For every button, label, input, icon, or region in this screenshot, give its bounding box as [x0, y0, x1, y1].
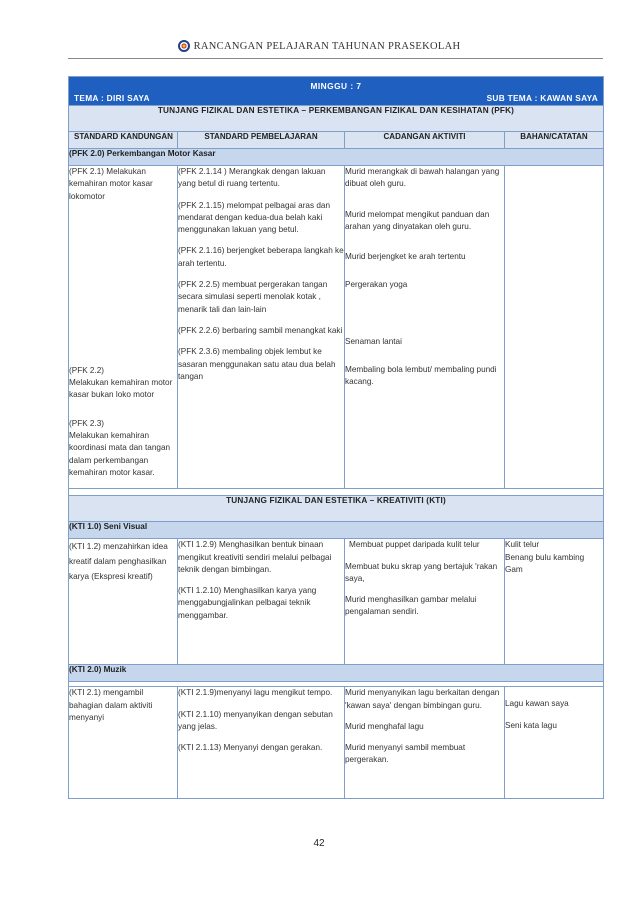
cell-kandungan-kti-2: [69, 687, 178, 799]
kandungan-item: (KTI 1.2) menzahirkan idea kreatif dalam penghasilkan karya (Ekspresi kreatif): [69, 542, 168, 582]
aktiviti-item: Pergerakan yoga: [345, 280, 408, 290]
subsection-title-pfk-2: (PFK 2.0) Perkembangan Motor Kasar: [69, 149, 604, 166]
cell-aktiviti-kti-2: [345, 687, 505, 799]
cell-pembelajaran-pfk: [178, 166, 345, 489]
bahan-item: Gam: [505, 564, 523, 574]
document-header: [0, 40, 638, 52]
kandungan-item: (KTI 2.1) mengambil bahagian dalam aktiviti menyanyi: [69, 688, 153, 722]
pembelajaran-item: (KTI 2.1.9)menyanyi lagu mengikut tempo.: [178, 688, 333, 698]
pembelajaran-item: (KTI 1.2.9) Menghasilkan bentuk binaan mengikut kreativiti sendiri melalui pelbagai teknik dengan bimbingan.: [178, 540, 332, 574]
pembelajaran-item: (KTI 2.1.13) Menyanyi dengan gerakan.: [178, 743, 323, 753]
aktiviti-item: Membuat buku skrap yang bertajuk 'rakan saya,: [345, 561, 498, 583]
spacer-row: [69, 489, 604, 496]
subtheme-label: SUB TEMA : KAWAN SAYA: [486, 93, 598, 103]
cell-pembelajaran-kti-2: [178, 687, 345, 799]
section-header-kti: [69, 496, 604, 522]
aktiviti-item: Murid menghasilkan gambar melalui pengalaman sendiri.: [345, 595, 477, 617]
col-header-pembelajaran: STANDARD PEMBELAJARAN: [178, 132, 345, 149]
pembelajaran-item: (PFK 2.1.16) berjengket beberapa langkah ke arah tertentu.: [178, 246, 344, 268]
subsection-kti-2: [69, 665, 604, 682]
pembelajaran-item: (KTI 2.1.10) menyanyikan dengan sebutan yang jelas.: [178, 709, 333, 731]
table-row-kti-2: [69, 687, 604, 799]
bahan-item: Kulit telur: [505, 540, 540, 550]
bahan-item: Seni kata lagu: [505, 720, 557, 730]
col-header-bahan: BAHAN/CATATAN: [505, 132, 604, 149]
aktiviti-item: Murid menghafal lagu: [345, 721, 424, 731]
kandungan-item: (PFK 2.1) Melakukan kemahiran motor kasar lokomotor: [69, 167, 153, 201]
cell-bahan-kti-2: [505, 687, 604, 799]
cell-aktiviti-kti-1: [345, 539, 505, 665]
week-band: [69, 77, 604, 106]
cell-pembelajaran-kti-1: [178, 539, 345, 665]
bahan-item: Lagu kawan saya: [505, 699, 569, 709]
section-header-pfk: [69, 106, 604, 132]
subsection-pfk-2: [69, 149, 604, 166]
lesson-plan-table: [68, 76, 604, 799]
pembelajaran-item: (KTI 1.2.10) Menghasilkan karya yang menggabungjalinkan pelbagai teknik menggambar.: [178, 586, 317, 620]
cell-aktiviti-pfk: [345, 166, 505, 489]
section-title-pfk: TUNJANG FIZIKAL DAN ESTETIKA – PERKEMBANGAN FIZIKAL DAN KESIHATAN (PFK): [69, 106, 604, 132]
theme-label: TEMA : DIRI SAYA: [74, 93, 150, 103]
col-header-kandungan: STANDARD KANDUNGAN: [69, 132, 178, 149]
page-number: 42: [313, 838, 325, 849]
subsection-title-kti-2: (KTI 2.0) Muzik: [69, 665, 604, 682]
col-header-aktiviti: CADANGAN AKTIVITI: [345, 132, 505, 149]
pembelajaran-item: (PFK 2.2.5) membuat pergerakan tangan secara simulasi seperti menolak kotak , menarik tali dan lain-lain: [178, 280, 328, 314]
aktiviti-item: Murid merangkak di bawah halangan yang dibuat oleh guru.: [345, 167, 500, 189]
aktiviti-item: Murid menyanyikan lagu berkaitan dengan 'kawan saya' dengan bimbingan guru.: [345, 688, 500, 710]
section-title-kti: TUNJANG FIZIKAL DAN ESTETIKA – KREATIVITI (KTI): [69, 496, 604, 522]
pembelajaran-item: (PFK 2.3.6) membaling objek lembut ke sasaran menggunakan satu atau dua belah tangan: [178, 347, 336, 381]
aktiviti-item: Membuat puppet daripada kulit telur: [349, 540, 480, 550]
ministry-logo-icon: [178, 40, 190, 52]
column-header-row: [69, 132, 604, 149]
aktiviti-item: Murid melompat mengikut panduan dan arahan yang dinyatakan oleh guru.: [345, 209, 490, 231]
bahan-item: Benang bulu kambing: [505, 552, 585, 562]
pembelajaran-item: (PFK 2.1.15) melompat pelbagai aras dan mendarat dengan kedua-dua belah kaki menggunakan lakuan yang betul.: [178, 200, 331, 235]
week-label: MINGGU : 7: [310, 81, 362, 91]
aktiviti-item: Membaling bola lembut/ membaling pundi kacang.: [345, 365, 497, 387]
subsection-title-kti-1: (KTI 1.0) Seni Visual: [69, 522, 604, 539]
aktiviti-item: Murid menyanyi sambil membuat pergerakan.: [345, 743, 466, 765]
table-row-pfk: [69, 166, 604, 489]
cell-bahan-pfk: [505, 166, 604, 489]
cell-bahan-kti-1: [505, 539, 604, 665]
table-row-kti-1: [69, 539, 604, 665]
aktiviti-item: Murid berjengket ke arah tertentu: [345, 252, 466, 262]
pembelajaran-item: (PFK 2.2.6) berbaring sambil menangkat kaki: [178, 325, 343, 335]
header-rule: [68, 58, 603, 59]
kandungan-item: (PFK 2.2) Melakukan kemahiran motor kasar bukan loko motor: [69, 365, 173, 400]
pembelajaran-item: (PFK 2.1.14 ) Merangkak dengan lakuan yang betul di ruang tertentu.: [178, 167, 326, 189]
cell-kandungan-pfk: [69, 166, 178, 489]
kandungan-item: (PFK 2.3) Melakukan kemahiran koordinasi mata dan tangan dalam perkembangan kemahiran motor kasar.: [69, 418, 171, 477]
subsection-kti-1: [69, 522, 604, 539]
cell-kandungan-kti-1: [69, 539, 178, 665]
document-title: RANCANGAN PELAJARAN TAHUNAN PRASEKOLAH: [193, 41, 461, 52]
aktiviti-item: Senaman lantai: [345, 336, 402, 346]
